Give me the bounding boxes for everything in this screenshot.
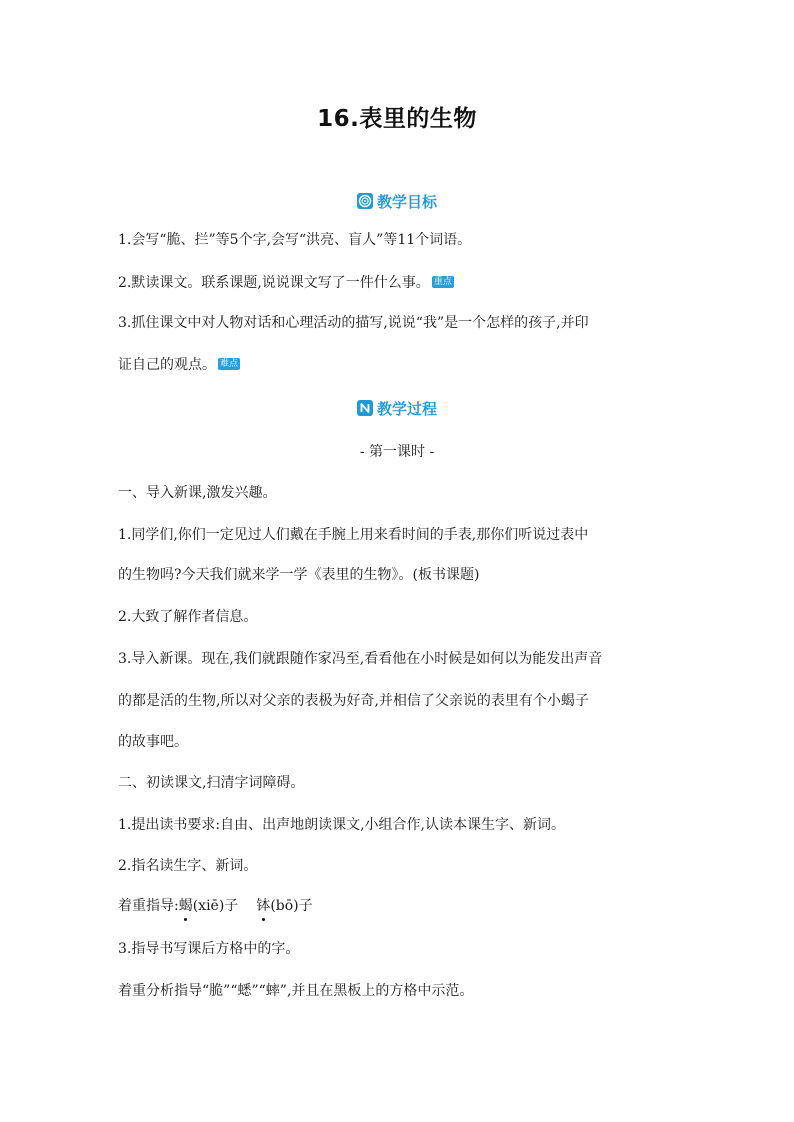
objectives-heading-text: 教学目标 — [376, 193, 437, 211]
pinyin-1: (xiē)子 — [192, 898, 239, 914]
body-paragraph-2b: 的生物吗?今天我们就来学一学《表里的生物》。(板书课题) — [118, 567, 480, 583]
pronunciation-prefix: 着重指导: — [118, 898, 179, 914]
emphasized-char-1: 蝎 — [178, 898, 193, 914]
emphasized-char-2: 钵 — [256, 898, 271, 914]
process-heading-text: 教学过程 — [376, 400, 437, 418]
body-paragraph-7: 2.指名读生字、新词。 — [118, 858, 258, 874]
body-paragraph-4c: 的故事吧。 — [118, 734, 188, 750]
body-paragraph-5: 二、初读课文,扫清字词障碍。 — [118, 775, 305, 791]
objective-item-3: 3.抓住课文中对人物对话和心理活动的描写,说说“我”是一个怎样的孩子,并印 — [118, 315, 589, 331]
body-paragraph-10: 着重分析指导“脆”“蟋”“蟀”,并且在黑板上的方格中示范。 — [118, 983, 474, 999]
pinyin-2: (bō)子 — [270, 898, 313, 914]
body-paragraph-9: 3.指导书写课后方格中的字。 — [118, 941, 300, 957]
process-heading — [0, 398, 794, 419]
body-paragraph-6: 1.提出读书要求:自由、出声地朗读课文,小组合作,认读本课生字、新词。 — [118, 817, 565, 833]
period-label: - 第一课时 - — [359, 444, 435, 460]
target-icon — [357, 193, 373, 209]
objective-item-1: 1.会写“脆、拦”等5个字,会写“洪亮、盲人”等11个词语。 — [118, 232, 472, 248]
objectives-heading — [0, 191, 794, 212]
body-paragraph-4b: 的都是活的生物,所以对父亲的表极为好奇,并相信了父亲说的表里有个小蝎子 — [118, 693, 589, 709]
objective-item-3-cont — [118, 355, 240, 375]
body-paragraph-8 — [118, 896, 313, 916]
body-paragraph-3: 2.大致了解作者信息。 — [118, 609, 258, 625]
difficult-point-badge: 难点 — [220, 359, 239, 369]
key-point-badge: 重点 — [433, 277, 452, 287]
body-paragraph-1: 一、导入新课,激发兴趣。 — [118, 485, 277, 501]
body-paragraph-2a: 1.同学们,你们一定见过人们戴在手腕上用来看时间的手表,那你们听说过表中 — [118, 527, 589, 543]
n-letter-icon — [357, 400, 373, 416]
objective-item-3-cont-text: 证自己的观点。 — [118, 357, 216, 373]
page-title: 16.表里的生物 — [317, 106, 477, 132]
objective-item-2 — [118, 273, 454, 293]
objective-item-2-text: 2.默读课文。联系课题,说说课文写了一件什么事。 — [118, 275, 430, 291]
body-paragraph-4a: 3.导入新课。现在,我们就跟随作家冯至,看看他在小时候是如何以为能发出声音 — [118, 651, 603, 667]
